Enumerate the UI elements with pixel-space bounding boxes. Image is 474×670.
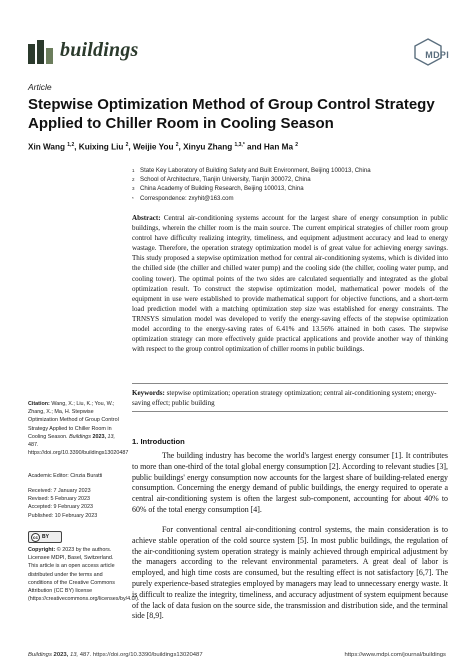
keywords-text: stepwise optimization; operation strategy optimization; central air-conditioning system; energy-saving effect; public building <box>132 389 437 408</box>
abstract-label: Abstract: <box>132 214 161 222</box>
keywords <box>132 388 448 408</box>
footer-doi-link[interactable]: 487. https://doi.org/10.3390/buildings13020487 <box>79 652 203 658</box>
divider <box>132 411 448 412</box>
intro-paragraph-1: The building industry has become the world's largest energy consumer [1]. It contributes to more than one-third of the total global energy consumption [2]. According to relevant studies [3], public buildings' energy consumption now accounts for the largest share of building-related energy consumption. Concerning the energy demand of public buildings, the energy required to operate a central air-conditioning system is often the largest sub-component, accounting for about 40% to 60% of the total energy consumption [4]. <box>132 451 448 514</box>
journal-logo-icon <box>28 40 56 64</box>
cc-icon: cc <box>32 534 38 540</box>
affiliation-item: 1 State Key Laboratory of Building Safety and Built Environment, Beijing 100013, China <box>132 167 371 174</box>
by-icon: BY <box>42 534 49 540</box>
intro-paragraph-2: For conventional central air-conditioning control systems, the main consideration is to achieve stable operation of the cold source system [5]. In most public buildings, the regulation of the air-conditioning system operation strategy is mainly achieved through empirical adjustment by the managers according to the relevant environmental parameters. A great deal of labor is employed, and high time costs are consumed, but the resulting effect is not satisfactory [6,7]. The purely experience-based strategies employed by managers may lead to unnecessary energy waste. It is difficult to realize the integrity, timeliness, and accuracy adjustment of system equipment because of the lack of data fusion on the source side, the transmission and distribution side, and the terminal side [8,9]. <box>132 525 448 621</box>
affiliations <box>132 166 452 203</box>
keywords-label: Keywords: <box>132 389 165 397</box>
copyright-block: Copyright: © 2023 by the authors. Licensee MDPI, Basel, Switzerland. This article is an open access article distributed under the terms and conditions of the Creative Commons Attribution (CC BY) license (https://creativecommons.org/licenses/by/4.0/). <box>28 547 140 603</box>
abstract-text: Central air-conditioning systems account for the largest share of energy consumption in public buildings, wherein the chiller room is the main source. The current empirical strategies of chiller room group control have difficulty realizing integrity, timeliness, and equipment adjustment accuracy and lead to energy wastage. Therefore, the operation strategy optimization model is of great value for achieving energy savings. This study proposed a stepwise optimization method for central air-conditioning systems, which is divided into the chilled side (the chiller and chilled water pump) and the cooling side (the chiller, cooling water pump, and cooling tower). The optimal points of the two sides are calculated sequentially and integrated as the global optimization result. To construct the stepwise optimization model, mathematical power models of the equipment in use were established to provide mathematical support for objective functions, and a short-term load prediction model with a matching optimization step size was established for energy constraints. The TRNSYS simulation model was developed to verify the energy-saving effects of the stepwise optimization model according to the energy-saving rates of 6.41% and 13.56% attained in both cases. The stepwise optimization strategy can more effectively guide practical applications and provide another way of thinking with respect to the group control optimization of chiller rooms in public buildings. <box>132 214 448 354</box>
journal-name: buildings <box>60 39 139 61</box>
citation-block: Citation: Wang, X.; Liu, K.; You, W.; Zhang, X.; Ma, H. Stepwise Optimization Method of Group Control Strategy Applied to Chiller Room in Cooling Season. Buildings 2023, 13, 487. https://doi.org/10.3390/buildings13020487 <box>28 401 129 457</box>
author-list: Xin Wang $^{1,2}$, Kuixing Liu $^2$, Weijie You $^2$, Xinyu Zhang $^{1,3,*}$ and Han Ma $^2$ <box>28 142 299 152</box>
abstract <box>132 213 448 354</box>
cc-by-license-icon[interactable] <box>28 531 62 543</box>
academic-editor: Academic Editor: Cinzia Buratti <box>28 473 103 479</box>
publisher-name: MDPI <box>425 50 449 60</box>
footer-journal-link[interactable]: https://www.mdpi.com/journal/buildings <box>344 652 446 658</box>
revised-date: Revised: 5 February 2023 <box>28 496 91 503</box>
article-title: Stepwise Optimization Method of Group Control Strategy Applied to Chiller Room in Cooling Season <box>28 96 435 132</box>
article-type: Article <box>28 82 52 92</box>
footer-citation: Buildings 2023, 13, 487. https://doi.org/10.3390/buildings13020487 <box>28 652 203 658</box>
accepted-date: Accepted: 9 February 2023 <box>28 504 94 511</box>
affiliation-item: 3 China Academy of Building Research, Beijing 100013, China <box>132 185 304 193</box>
published-date: Published: 10 February 2023 <box>28 512 98 519</box>
divider <box>132 383 448 384</box>
dates-block <box>28 487 124 520</box>
received-date: Received: 7 January 2023 <box>28 488 91 494</box>
affiliation-item: 2 School of Architecture, Tianjin University, Tianjin 300072, China <box>132 176 311 184</box>
correspondence: * Correspondence: zxyhit@163.com <box>132 194 234 202</box>
section-heading: 1. Introduction <box>132 437 185 446</box>
citation-doi-link[interactable]: 487. https://doi.org/10.3390/buildings13020487 <box>28 442 129 457</box>
